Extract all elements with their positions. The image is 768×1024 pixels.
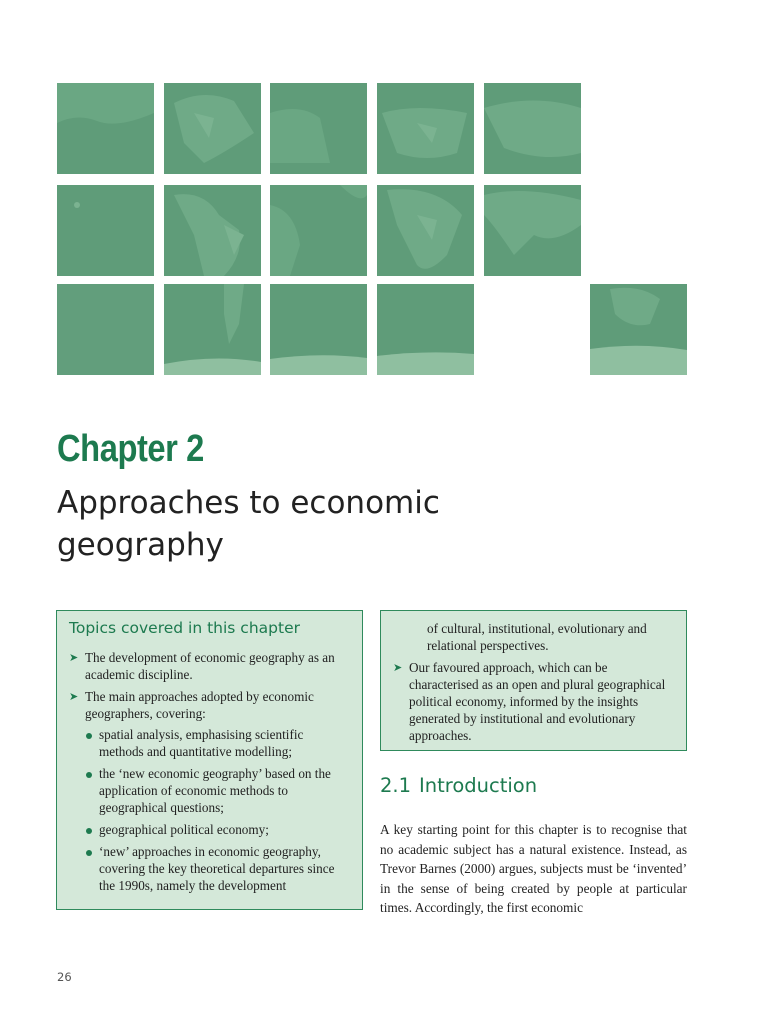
map-tile xyxy=(164,83,261,174)
section-number: 2.1 xyxy=(380,774,412,797)
map-tile xyxy=(377,185,474,276)
map-tile xyxy=(484,83,581,174)
map-tile xyxy=(270,284,367,375)
topics-box-continued xyxy=(380,610,687,751)
sub-list-item: ‘new’ approaches in economic geography, covering the key theoretical departures since the 1990s, namely the development xyxy=(83,843,350,894)
map-tile xyxy=(270,83,367,174)
topics-box xyxy=(56,610,363,910)
map-tile xyxy=(164,185,261,276)
list-item xyxy=(69,688,352,894)
topics-list xyxy=(69,649,352,894)
topics-list-continued xyxy=(391,659,676,744)
sub-list-item: spatial analysis, emphasising scientific methods and quantitative modelling; xyxy=(83,726,350,760)
map-tile xyxy=(57,83,154,174)
map-tile xyxy=(270,185,367,276)
chapter-label: Chapter 2 xyxy=(57,428,204,470)
map-tile xyxy=(57,284,154,375)
sub-list-item-continuation: of cultural, institutional, evolutionary and relational perspectives. xyxy=(427,621,647,653)
list-item: ➤ Our favoured approach, which can be characterised as an open and plural geographical political economy, informed by the insights generated by institutional and evolutionary approaches. xyxy=(393,659,676,744)
map-tile xyxy=(57,185,154,276)
sub-list-item: geographical political economy; xyxy=(83,821,350,838)
chapter-title: Approaches to economic geography xyxy=(57,485,440,563)
map-tile xyxy=(377,284,474,375)
map-tile xyxy=(164,284,261,375)
map-tile xyxy=(484,185,581,276)
topics-box-title: Topics covered in this chapter xyxy=(69,619,300,637)
body-paragraph: A key starting point for this chapter is to recognise that no academic subject has a natural existence. Instead, as Trevor Barnes (2000) argues, subjects must be ‘invented’ in the sense of being created by people at particular times. Accordingly, the first economic xyxy=(380,822,687,915)
section-title: Introduction xyxy=(419,774,538,797)
map-tile xyxy=(590,284,687,375)
list-item-text: The main approaches adopted by economic geographers, covering: xyxy=(85,689,314,721)
sub-list-item: the ‘new economic geography’ based on the application of economic methods to geographical questions; xyxy=(83,765,350,816)
list-item: ➤ The development of economic geography as an academic discipline. xyxy=(69,649,352,683)
section-heading xyxy=(380,774,545,797)
map-tile xyxy=(377,83,474,174)
page-number: 26 xyxy=(57,970,72,984)
sub-list xyxy=(85,726,352,894)
